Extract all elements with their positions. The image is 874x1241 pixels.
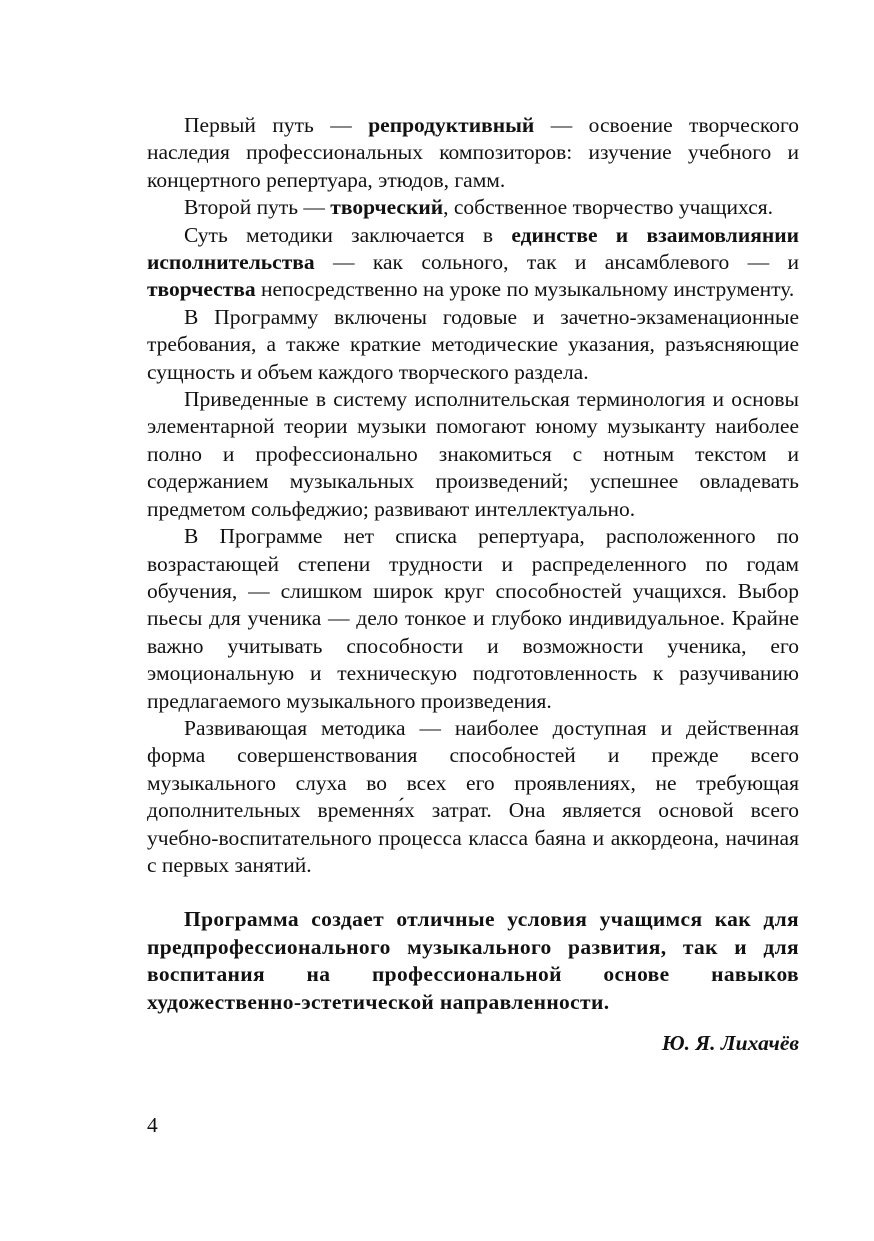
paragraph-text: В Программу включены годовые и зачетно-экзаменационные требования, а также краткие методические указания, разъясняющие сущность и объем каждого творческого раздела. <box>147 304 799 384</box>
paragraph-text: — освоение творческого наследия профессиональных композиторов: изучение учебного и концертного репертуара, этюдов, гамм. <box>147 113 799 192</box>
paragraph-4 <box>147 304 799 386</box>
paragraph-text: Суть методики заключается в <box>184 222 512 247</box>
bold-term: творческий <box>330 195 444 220</box>
bold-term: творчества <box>147 277 256 302</box>
paragraph-5 <box>147 386 799 523</box>
page-number: 4 <box>147 1113 158 1137</box>
paragraph-text: — как сольного, так и ансамблевого — и <box>314 250 799 275</box>
bold-term: единстве и взаимовлиянии исполнительства <box>147 222 800 275</box>
paragraph-6 <box>147 523 799 715</box>
paragraph-text: Развивающая методика — наиболее доступная и действенная форма совершенствования способностей и прежде всего музыкального слуха во всех его проявлениях, не требующая дополнительных времення́х затрат. Она является основой всего учебно-воспитательного процесса класса баяна и аккордеона, начиная с первых занятий. <box>147 715 799 877</box>
page-body <box>147 112 799 1057</box>
paragraph-text: Первый путь — <box>184 113 369 137</box>
paragraph-1 <box>147 112 799 194</box>
bold-term: репродуктивный <box>368 113 535 137</box>
author-signature: Ю. Я. Лихачёв <box>661 1031 799 1055</box>
paragraph-2 <box>147 194 799 221</box>
paragraph-3 <box>147 222 799 304</box>
paragraph-text: Второй путь — <box>184 195 331 220</box>
paragraph-text: Приведенные в систему исполнительская терминология и основы элементарной теории музыки помогают юному музыканту наиболее полно и профессионально знакомиться с нотным текстом и содержанием музыкальных произведений; успешнее овладевать предметом сольфеджио; развивают интеллектуально. <box>147 387 799 521</box>
paragraph-text: , собственное творчество учащихся. <box>443 195 773 220</box>
paragraph-text: В Программе нет списка репертуара, расположенного по возрастающей степени трудности и распределенного по годам обучения, — слишком широк круг способностей учащихся. Выбор пьесы для ученика — дело тонкое и глубоко индивидуальное. Крайне важно учитывать способности и возможности ученика, его эмоциональную и техническую подготовленность к разучиванию предлагаемого музыкального произведения. <box>147 524 799 713</box>
paragraph-text: непосредственно на уроке по музыкальному инструменту. <box>255 277 795 302</box>
paragraph-7 <box>147 715 799 879</box>
conclusion-paragraph: Программа создает отличные условия учащимся как для предпрофессионального музыкального развития, так и для воспитания на профессиональной основе навыков художественно-эстетической направленности. <box>147 907 799 1014</box>
